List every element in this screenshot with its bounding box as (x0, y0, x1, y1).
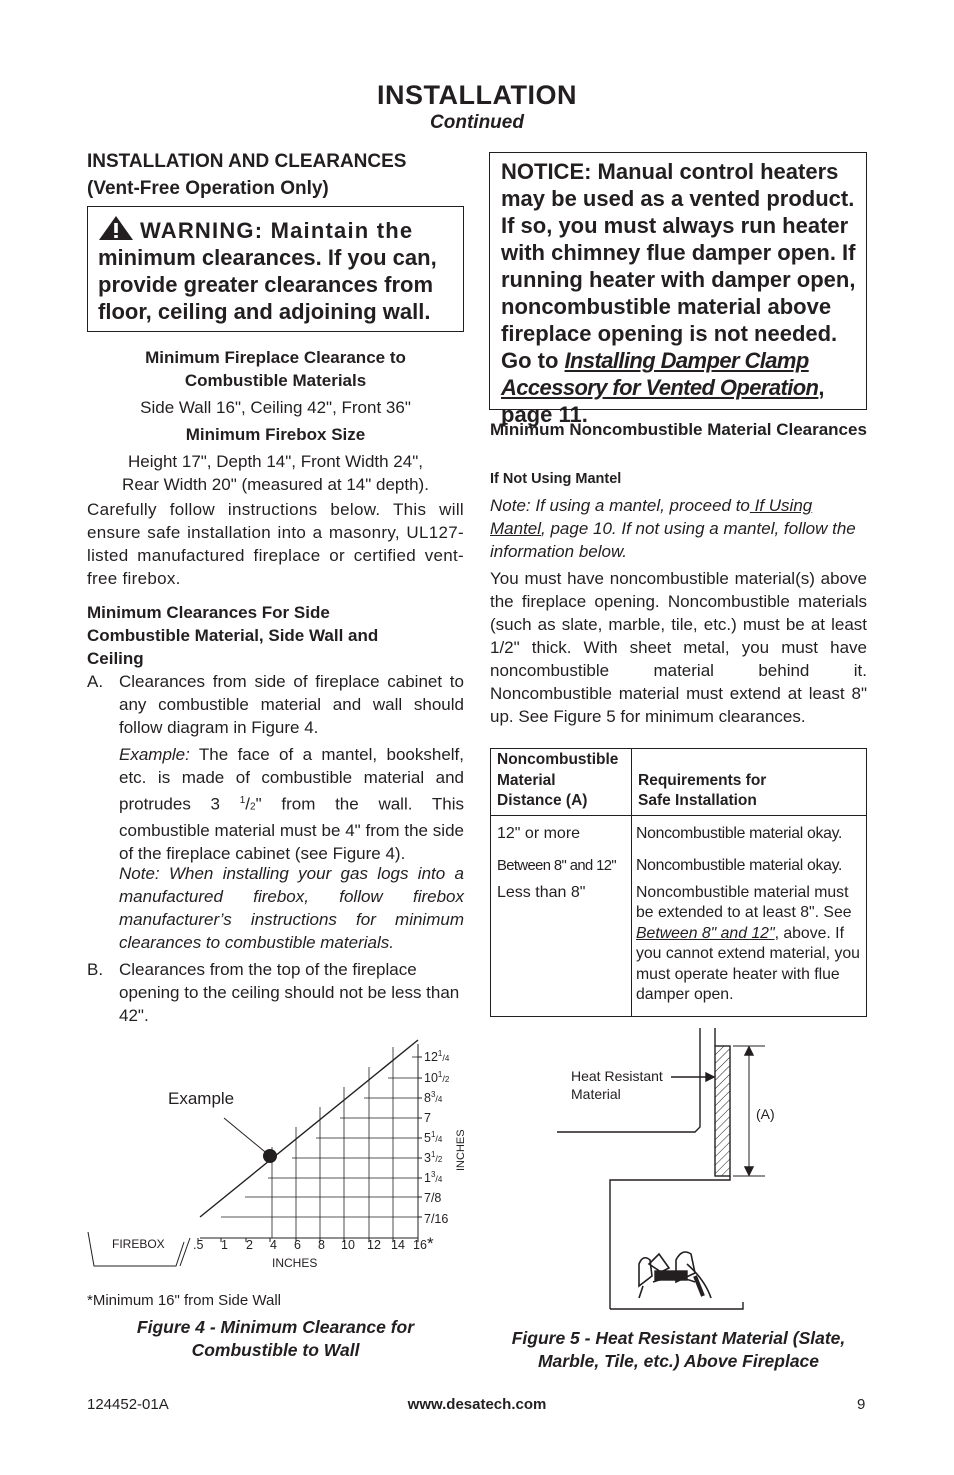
y-axis-label: INCHES (455, 1129, 467, 1171)
x-tick-label: 10 (341, 1238, 355, 1252)
website-link[interactable]: www.desatech.com (407, 1396, 547, 1413)
heat-resistant-label: Material (571, 1086, 621, 1102)
figure5-diagram (555, 1028, 785, 1318)
clearance-line (200, 1040, 418, 1217)
notice-box: NOTICE: Manual control heaters may be used as a vented product. If so, you must always run heater with chimney flue damper open. If running heater with damper open, noncombustible material above fireplace opening is not needed. Go to Installing Damper Clamp Accessory for Vented Operation, page 11. (489, 152, 867, 410)
x-tick-label: 8 (318, 1238, 325, 1252)
x-tick-label: 1 (221, 1238, 228, 1252)
noncombustible-title: Minimum Noncombustible Material Clearances (490, 420, 867, 439)
y-tick-label: $10^1_/2$ (424, 1070, 450, 1085)
notice-link[interactable]: Installing Damper Clamp Accessory for Vented Operation (501, 348, 819, 400)
table-row: 12" or more Noncombustible material okay. (491, 815, 866, 854)
figure4-caption: Figure 4 - Minimum Clearance for Combustible to Wall (136, 1317, 415, 1360)
item-b-letter: B. (87, 960, 104, 979)
page-title: INSTALLATION (377, 80, 577, 110)
warning-line: minimum clearances. If you can, (98, 245, 437, 270)
table-row: Less than 8" Noncombustible material must be extended to at least 8". See Between 8" and 12", above. If you cannot extend material, you must operate heater with flue damper open. (491, 883, 866, 1016)
example-paragraph: Example: The face of a mantel, bookshelf, etc. is made of combustible material and protrudes 3 $^1$/2" from the wall. This combustible material must be 4" from the side of the fireplace cabinet (see Figure 4). (119, 745, 464, 863)
x-tick-label: 4 (270, 1238, 277, 1252)
x-tick-label: 16 (413, 1238, 427, 1252)
intro-paragraph: Carefully follow instructions below. This will ensure safe installation into a masonry, UL127-listed manufactured fireplace or certified vent-free firebox. (87, 500, 464, 588)
mantel-note: Note: If using a mantel, proceed to If Using Mantel, page 10. If not using a mantel, follow the information below. (490, 496, 856, 561)
x-axis-label: INCHES (272, 1256, 318, 1270)
firebox-label: FIREBOX (112, 1237, 165, 1251)
table-link[interactable]: Between 8" and 12" (636, 924, 775, 942)
figure4-footnote: *Minimum 16" from Side Wall (87, 1292, 281, 1309)
warning-line: floor, ceiling and adjoining wall. (98, 299, 431, 324)
item-a-letter: A. (87, 672, 104, 691)
y-tick-label: $12^1_/4$ (424, 1049, 450, 1064)
item-b-text: Clearances from the top of the fireplace opening to the ceiling should not be less than 42". (119, 960, 460, 1025)
fireplace-opening (610, 1176, 730, 1309)
dimension-a-label: (A) (756, 1106, 775, 1122)
page-number: 9 (857, 1396, 866, 1413)
x-tick-label: 6 (294, 1238, 301, 1252)
grid-lines (221, 1047, 418, 1238)
y-tick-label: $1^3_/4$ (424, 1170, 443, 1185)
requirements-table (490, 748, 867, 1017)
page-subtitle: Continued (430, 112, 524, 133)
y-tick-label: $8^3_/4$ (424, 1090, 443, 1105)
y-tick-label: 7/16 (424, 1212, 449, 1226)
y-tick-label: $3^1_/2$ (424, 1150, 443, 1165)
y-tick-label: $5^1_/4$ (424, 1130, 443, 1145)
warning-triangle-icon (98, 215, 134, 241)
table-header-row: Noncombustible Material Distance (A) Requirements for Safe Installation (491, 749, 866, 815)
y-tick-marks (418, 1057, 422, 1217)
y-tick-label: 7 (424, 1111, 431, 1125)
noncombustible-paragraph: You must have noncombustible material(s) above the fireplace opening. Noncombustible materials (such as slate, marble, tile, etc.) must be at least 1/2" thick. With sheet metal, you must have noncombustible material behind it. Noncombustible material must extend at least 8" up. See Figure 5 for minimum clearances. (490, 569, 867, 726)
x-tick-label: .5 (193, 1238, 204, 1252)
warning-line: WARNING: Maintain the (140, 218, 414, 243)
clearance-summary: Minimum Fireplace Clearance to Combustible Materials Side Wall 16", Ceiling 42", Front 36" Minimum Firebox Size Height 17", Depth 14", Front Width 24", Rear Width 20" (measured at 14" depth). (122, 348, 429, 494)
x-tick-label: 12 (367, 1238, 381, 1252)
figure4-diagram (80, 1030, 480, 1280)
table-row: Between 8" and 12" Noncombustible material okay. (491, 854, 866, 883)
if-not-mantel-heading: If Not Using Mantel (490, 471, 622, 487)
section-title: INSTALLATION AND CLEARANCES (Vent-Free Operation Only) (87, 151, 407, 199)
x-tick-label: 14 (391, 1238, 405, 1252)
example-point (263, 1149, 277, 1163)
item-a-text: Clearances from side of fireplace cabinet to any combustible material and wall should follow diagram in Figure 4. (119, 672, 464, 737)
side-clearance-title: Minimum Clearances For Side Combustible Material, Side Wall and Ceiling (87, 603, 379, 668)
mantel-link[interactable]: If Using Mantel (490, 496, 813, 538)
note-paragraph: Note: When installing your gas logs into a manufactured firebox, follow firebox manufacturer’s instructions for minimum clearances to combustible materials. (119, 864, 464, 952)
x-tick-star: * (427, 1234, 434, 1253)
hearth (610, 1302, 743, 1309)
doc-number: 124452-01A (87, 1396, 169, 1413)
x-tick-label: 2 (246, 1238, 253, 1252)
warning-box (87, 206, 464, 332)
heat-resistant-material (715, 1046, 730, 1176)
figure5-caption: Figure 5 - Heat Resistant Material (Slate, Marble, Tile, etc.) Above Fireplace (511, 1328, 846, 1371)
warning-line: provide greater clearances from (98, 272, 434, 297)
example-label: Example (168, 1089, 235, 1108)
example-pointer (224, 1118, 270, 1156)
y-tick-label: 7/8 (424, 1191, 442, 1205)
heat-resistant-label: Heat Resistant (571, 1068, 663, 1084)
x-tick-marks (198, 1238, 418, 1242)
